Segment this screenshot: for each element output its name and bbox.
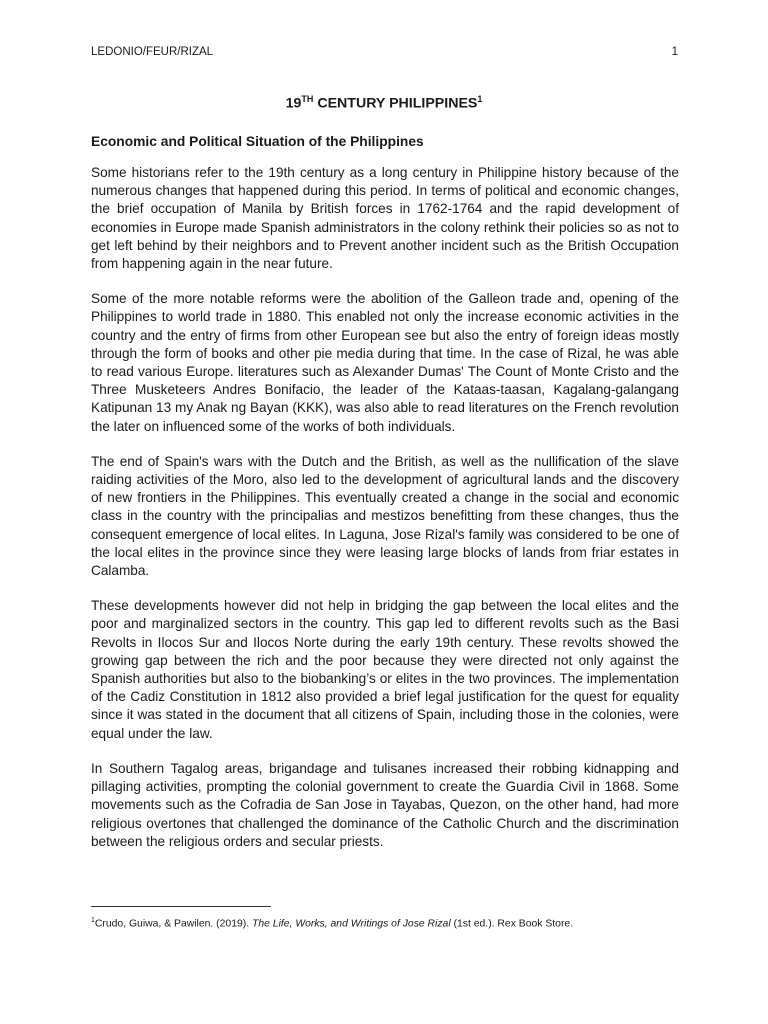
paragraph: Some historians refer to the 19th century as a long century in Philippine history because of the numerous changes that happened during this period. In terms of political and economic changes, the brief occupation of Manila by British forces in 1762-1764 and the rapid development of economies in Europe made Spanish administrators in the colony rethink their policies so as not to get left behind by their neighbors and to Prevent another incident such as the British Occupation from happening again in the near future. [91, 165, 679, 272]
footnote [91, 917, 679, 929]
footnote-edition: (1st ed.). Rex Book Store. [450, 918, 574, 930]
running-header [91, 46, 678, 58]
title-superscript: TH [301, 94, 314, 104]
paragraph: These developments however did not help in bridging the gap between the local elites and the poor and marginalized sectors in the country. This gap led to different revolts such as the Basi Revolts in Ilocos Sur and Ilocos Norte during the early 19th century. These revolts showed the growing gap between the rich and the poor because they were directed not only against the Spanish authorities but also to the biobanking’s or elites in the two provinces. The implementation of the Cadiz Constitution in 1812 also provided a brief legal justification for the quest for equality since it was stated in the document that all citizens of Spain, including those in the colonies, were equal under the law. [91, 598, 679, 741]
footnote-authors: Crudo, Guiwa, & Pawilen. (2019). [94, 918, 252, 930]
body-text [91, 164, 679, 868]
running-head-text: LEDONIO/FEUR/RIZAL [91, 46, 214, 58]
title-footnote-mark: 1 [477, 94, 483, 104]
page-number: 1 [671, 46, 678, 58]
paragraph: Some of the more notable reforms were the abolition of the Galleon trade and, opening of the Philippines to world trade in 1880. This enabled not only the increase economic activities in the country and the entry of firms from other European see but also the entry of foreign ideas mostly through the form of books and other pie media during that time. In the case of Rizal, he was able to read various Europe. literatures such as Alexander Dumas' The Count of Monte Cristo and the Three Musketeers Andres Bonifacio, the leader of the Kataas-taasan, Kagalang-galangang Katipunan 13 my Anak ng Bayan (KKK), was also able to read literatures on the French revolution the later on influenced some of the works of both individuals. [91, 291, 679, 434]
title-prefix: 19 [285, 95, 302, 112]
footnote-mark: 1 [91, 917, 95, 924]
page-title [0, 94, 768, 112]
section-heading: Economic and Political Situation of the Philippines [91, 134, 424, 149]
paragraph: In Southern Tagalog areas, brigandage and tulisanes increased their robbing kidnapping and pillaging activities, prompting the colonial government to create the Guardia Civil in 1868. Some movements such as the Cofradia de San Jose in Tayabas, Quezon, on the other hand, had more religious overtones that challenged the dominance of the Catholic Church and the discrimination between the religious orders and secular priests. [91, 760, 679, 849]
title-main: CENTURY PHILIPPINES [313, 95, 478, 112]
footnote-book-title: The Life, Works, and Writings of Jose Rizal [252, 918, 451, 930]
footnote-divider [91, 906, 271, 907]
paragraph: The end of Spain's wars with the Dutch and the British, as well as the nullification of the slave raiding activities of the Moro, also led to the development of agricultural lands and the discovery of new frontiers in the Philippines. This eventually created a change in the social and economic class in the country with the principalias and mestizos benefitting from these changes, thus the consequent emergence of local elites. In Laguna, Jose Rizal's family was considered to be one of the local elites in the province since they were leasing large blocks of lands from friar estates in Calamba. [91, 453, 679, 579]
